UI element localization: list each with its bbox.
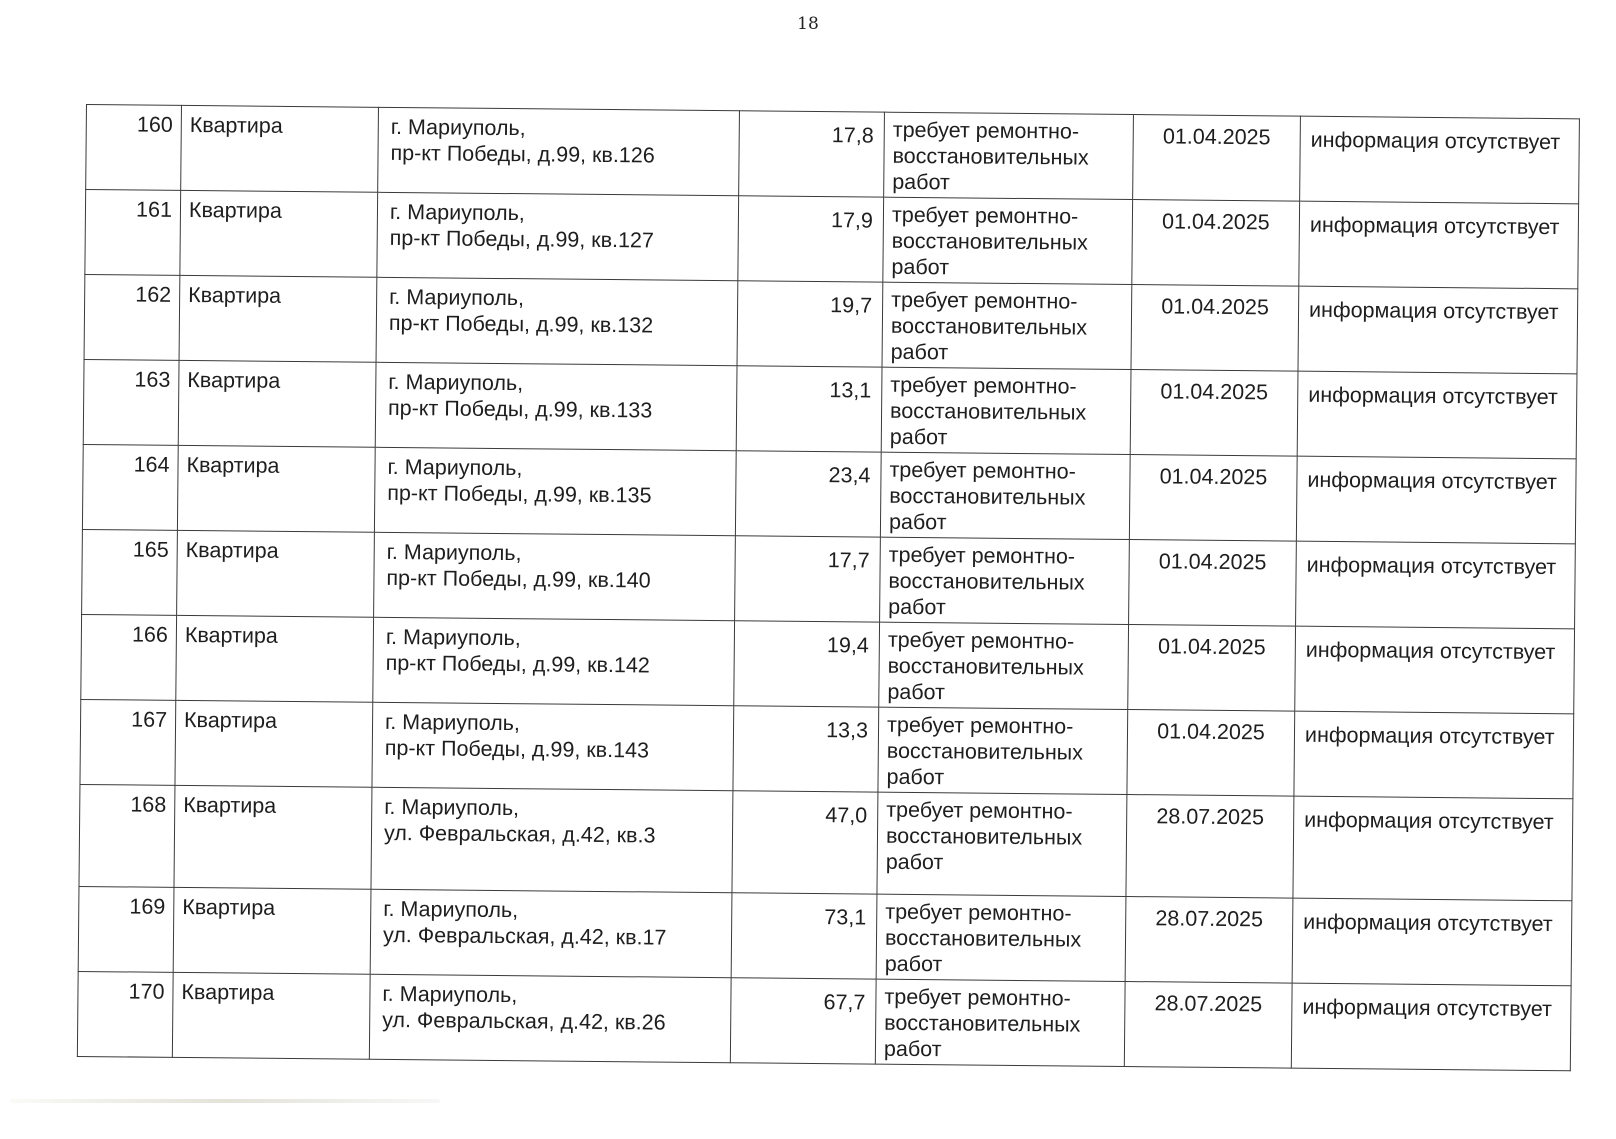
property-area: 19,7 [737,281,883,367]
row-number: 167 [80,699,176,785]
property-address [371,787,733,892]
row-number: 161 [85,190,181,276]
property-address [378,107,740,195]
address-city: г. Мариуполь, [389,199,525,226]
property-condition: требует ремонтно-восстановительных работ [879,622,1129,709]
property-info: информация отсутствует [1300,116,1580,204]
property-area: 73,1 [731,893,877,979]
property-date: 01.04.2025 [1129,455,1297,542]
property-area: 17,7 [735,536,881,622]
address-city: г. Мариуполь, [390,114,526,141]
row-number: 168 [79,784,175,887]
address-street: пр-кт Победы, д.99, кв.142 [385,650,650,678]
property-condition: требует ремонтно-восстановительных работ [883,197,1133,284]
row-number: 164 [82,444,178,530]
property-address [370,889,732,977]
property-type: Квартира [178,360,376,447]
property-type: Квартира [176,615,374,702]
address-street: пр-кт Победы, д.99, кв.140 [386,565,651,593]
property-info: информация отсутствует [1293,796,1573,901]
property-condition: требует ремонтно-восстановительных работ [884,112,1134,199]
scan-artifact [10,1099,440,1103]
property-date: 01.04.2025 [1131,285,1299,372]
address-street: пр-кт Победы, д.99, кв.126 [390,140,655,168]
table-row [79,784,1573,900]
property-date: 01.04.2025 [1130,370,1298,457]
table-row [84,274,1578,373]
property-info: информация отсутствует [1292,898,1572,986]
address-city: г. Мариуполь, [387,454,523,481]
address-city: г. Мариуполь, [382,981,518,1008]
property-date: 01.04.2025 [1132,200,1300,287]
address-street: пр-кт Победы, д.99, кв.132 [388,310,654,338]
property-date: 01.04.2025 [1129,540,1297,627]
property-address [374,447,736,535]
property-area: 13,1 [736,366,882,452]
property-area: 67,7 [730,978,876,1064]
table-row [83,359,1577,458]
property-type: Квартира [177,530,375,617]
property-address [377,192,739,280]
table-row [80,699,1574,798]
address-street: ул. Февральская, д.42, кв.3 [383,820,656,848]
address-city: г. Мариуполь, [385,624,521,651]
property-condition: требует ремонтно-восстановительных работ [882,282,1132,369]
property-condition: требует ремонтно-восстановительных работ [876,894,1126,981]
property-condition: требует ремонтно-восстановительных работ [881,367,1131,454]
address-street: пр-кт Победы, д.99, кв.135 [387,480,652,508]
property-type: Квартира [179,275,377,362]
property-address [373,617,735,705]
property-date: 28.07.2025 [1124,982,1292,1069]
address-city: г. Мариуполь, [383,896,519,923]
address-city: г. Мариуполь, [389,284,525,311]
property-type: Квартира [173,887,371,974]
property-date: 01.04.2025 [1128,625,1296,712]
address-city: г. Мариуполь, [384,794,520,821]
address-street: ул. Февральская, д.42, кв.26 [382,1007,666,1035]
property-area: 17,9 [738,196,884,282]
row-number: 165 [82,529,178,615]
row-number: 169 [78,886,174,972]
property-condition: требует ремонтно-восстановительных работ [880,452,1130,539]
property-type: Квартира [174,785,372,889]
property-info: информация отсутствует [1297,371,1577,459]
property-date: 01.04.2025 [1133,115,1301,202]
table-row [78,886,1572,985]
row-number: 162 [84,274,180,360]
row-number: 163 [83,359,179,445]
property-address [375,362,737,450]
property-info: информация отсутствует [1299,201,1579,289]
property-date: 28.07.2025 [1126,795,1294,899]
property-condition: требует ремонтно-восстановительных работ [880,537,1130,624]
property-condition: требует ремонтно-восстановительных работ [875,979,1125,1066]
address-city: г. Мариуполь, [384,709,521,736]
property-condition: требует ремонтно-восстановительных работ [878,707,1128,794]
property-info: информация отсутствует [1295,626,1575,714]
property-date: 28.07.2025 [1125,897,1293,984]
row-number: 170 [77,971,173,1057]
address-street: пр-кт Победы, д.99, кв.127 [389,225,655,253]
property-info: информация отсутствует [1296,541,1576,629]
property-address [376,277,738,365]
table-row [77,971,1571,1070]
property-address [372,702,734,790]
property-area: 13,3 [733,706,879,792]
property-info: информация отсутствует [1298,286,1578,374]
property-info: информация отсутствует [1294,711,1574,799]
property-type: Квартира [175,700,373,787]
property-info: информация отсутствует [1296,456,1576,544]
property-area: 47,0 [732,791,878,894]
property-condition: требует ремонтно-восстановительных работ [877,792,1127,896]
row-number: 166 [81,614,177,700]
address-street: пр-кт Победы, д.99, кв.143 [384,735,650,763]
property-area: 17,8 [739,111,885,197]
address-city: г. Мариуполь, [388,369,524,396]
row-number: 160 [86,105,182,191]
property-type: Квартира [180,190,378,277]
table-row [85,190,1579,289]
property-area: 19,4 [734,621,880,707]
table-row [81,614,1575,713]
property-address [374,532,736,620]
property-type: Квартира [177,445,375,532]
property-table [77,104,1580,1071]
page-number: 18 [797,14,819,34]
property-info: информация отсутствует [1291,983,1571,1071]
table-row [86,105,1580,204]
property-address [369,974,731,1062]
address-street: пр-кт Победы, д.99, кв.133 [387,395,653,423]
table-row [82,444,1576,543]
table-row [82,529,1576,628]
address-city: г. Мариуполь, [386,539,522,566]
property-date: 01.04.2025 [1127,710,1295,797]
address-street: ул. Февральская, д.42, кв.17 [382,922,667,950]
property-type: Квартира [181,105,379,192]
property-type: Квартира [172,972,370,1059]
property-area: 23,4 [735,451,881,537]
